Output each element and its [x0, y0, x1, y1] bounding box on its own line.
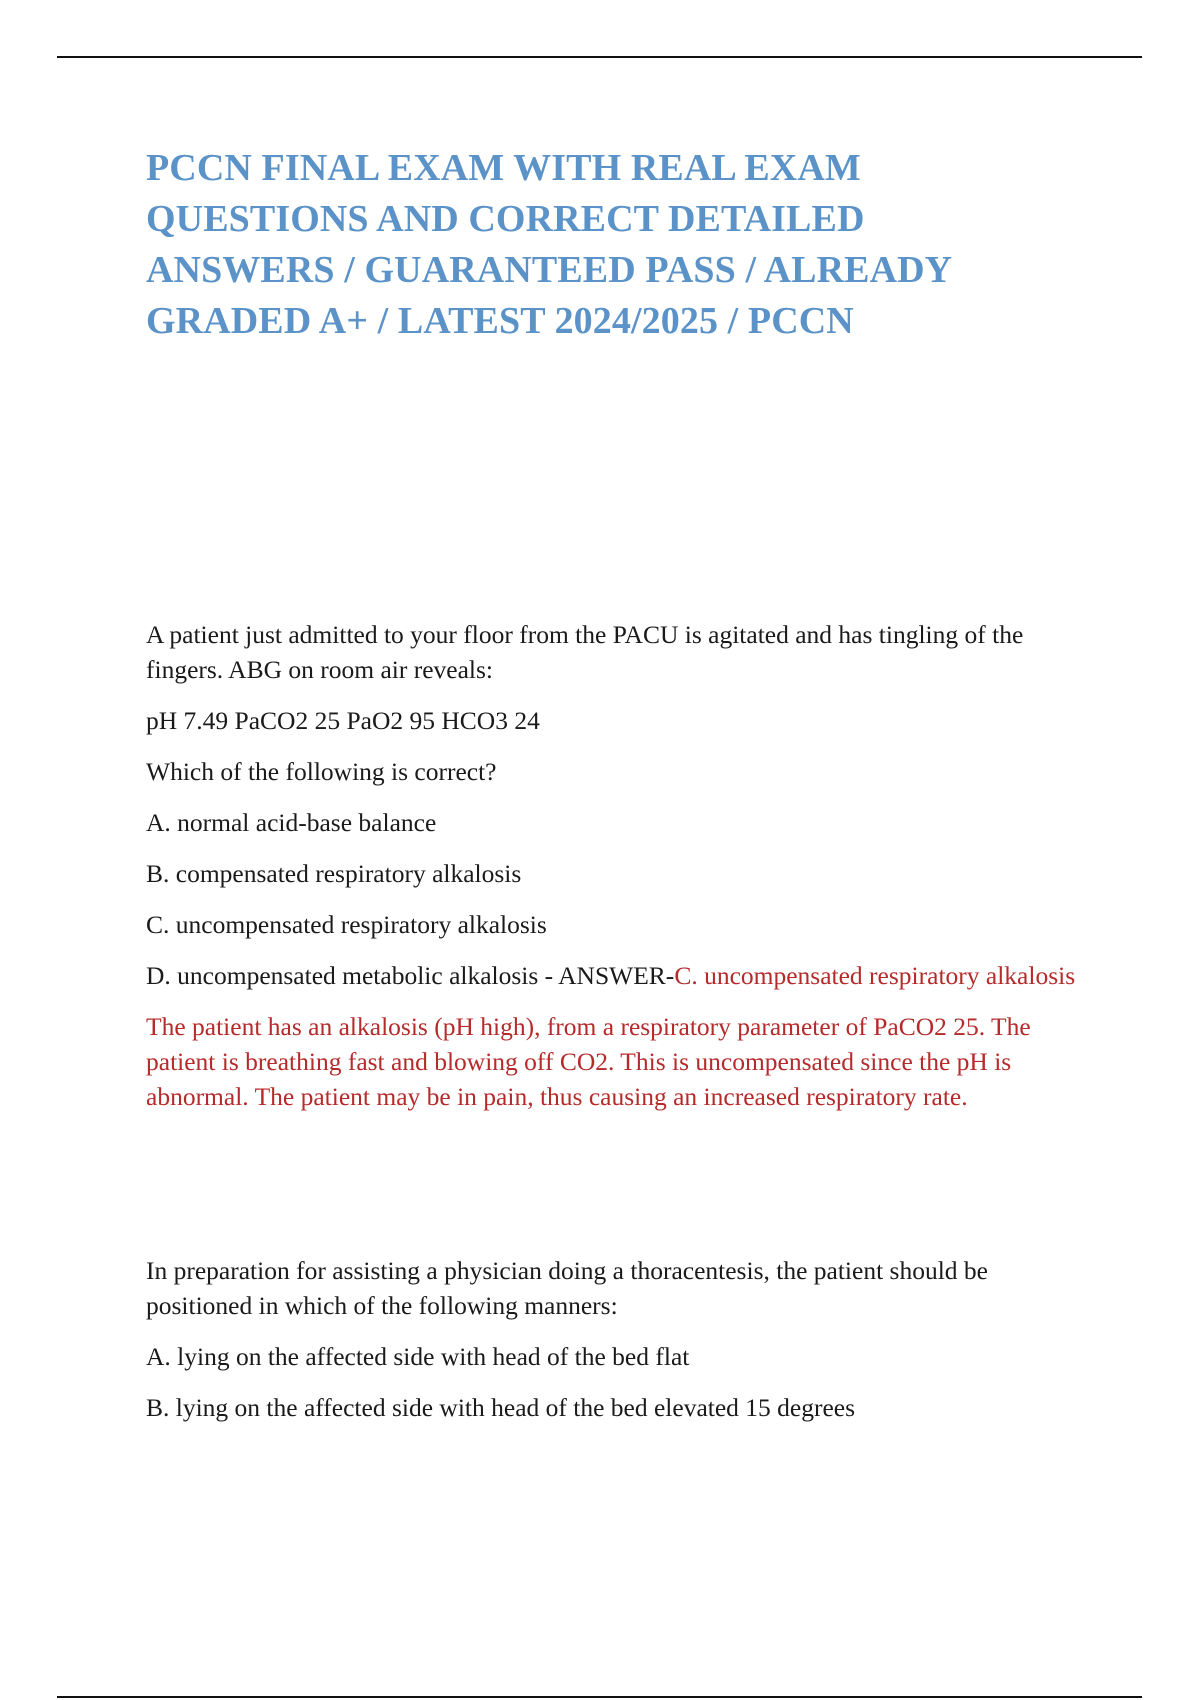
- option-d: D. uncompensated metabolic alkalosis - ANSWER-: [146, 961, 675, 990]
- bottom-rule: [57, 1696, 1142, 1698]
- answer-text: C. uncompensated respiratory alkalosis: [674, 961, 1076, 990]
- abg-values: pH 7.49 PaCO2 25 PaO2 95 HCO3 24: [146, 706, 540, 735]
- question-stem: In preparation for assisting a physician doing a thoracentesis, the patient should be positioned in which of the following manners:: [146, 1256, 988, 1320]
- top-rule: [57, 56, 1142, 58]
- option-a: A. normal acid-base balance: [146, 808, 437, 837]
- option-d-with-answer: [146, 958, 1096, 993]
- question-stem: A patient just admitted to your floor from the PACU is agitated and has tingling of the fingers. ABG on room air reveals:: [146, 620, 1024, 684]
- question-2: [146, 1253, 1096, 1441]
- option-b: B. compensated respiratory alkalosis: [146, 859, 522, 888]
- option-a: A. lying on the affected side with head of the bed flat: [146, 1342, 690, 1371]
- option-c: C. uncompensated respiratory alkalosis: [146, 910, 547, 939]
- question-1: [146, 617, 1096, 1130]
- question-prompt: Which of the following is correct?: [146, 757, 497, 786]
- option-b: B. lying on the affected side with head of the bed elevated 15 degrees: [146, 1393, 856, 1422]
- answer-explanation: The patient has an alkalosis (pH high), from a respiratory parameter of PaCO2 25. The patient is breathing fast and blowing off CO2. This is uncompensated since the pH is abnormal. The patient may be in pain, thus causing an increased respiratory rate.: [146, 1012, 1031, 1111]
- document-title: PCCN FINAL EXAM WITH REAL EXAM QUESTIONS AND CORRECT DETAILED ANSWERS / GUARANTEED PASS / ALREADY GRADED A+ / LATEST 2024/2025 / PCCN: [146, 147, 951, 342]
